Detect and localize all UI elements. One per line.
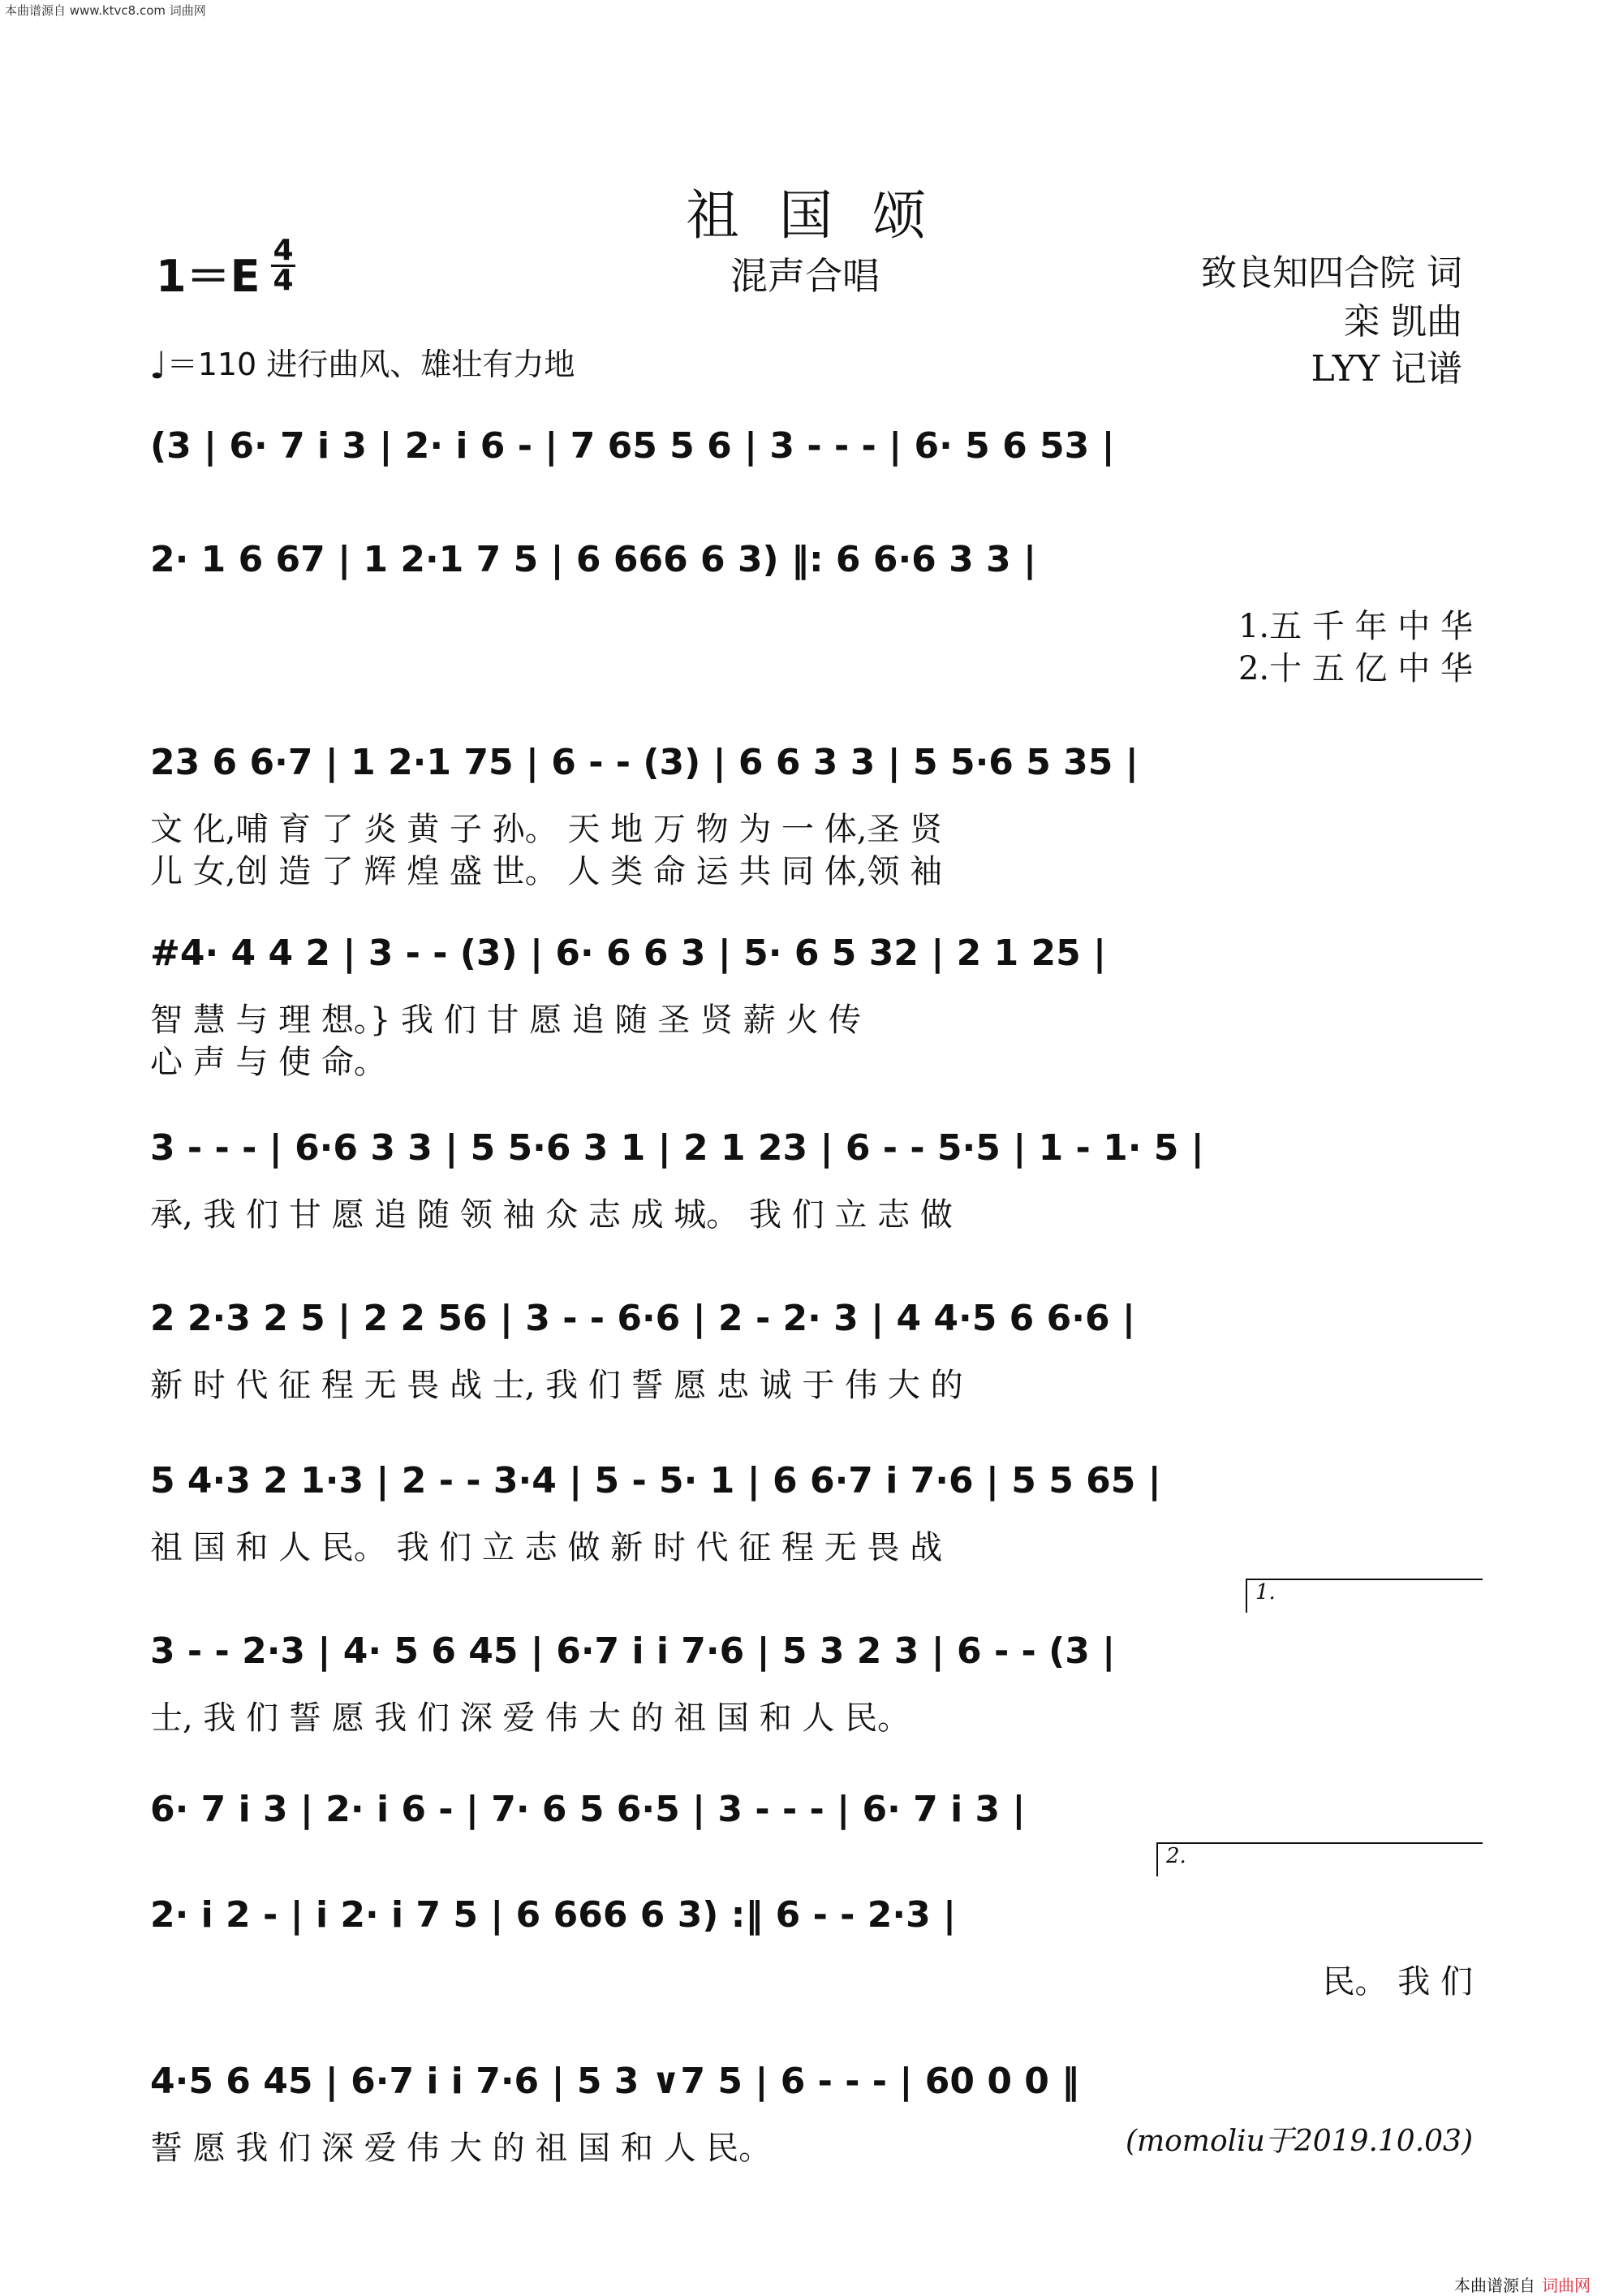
lyric-line: 1.五 千 年 中 华 — [1238, 608, 1473, 645]
transcriber-signature: (momoliu于2019.10.03) — [1125, 2125, 1473, 2158]
notation-line: (3 | 6· 7 i 3 | 2· i 6 - | 7 65 5 6 | 3 - - - | 6· 5 6 53 | — [150, 425, 1115, 467]
watermark-bottom — [1454, 2272, 1591, 2296]
watermark-top: 本曲谱源自 www.ktvc8.com 词曲网 — [5, 3, 206, 18]
notation-line: 3 - - 2·3 | 4· 5 6 45 | 6·7 i i 7·6 | 5 3 2 3 | 6 - - (3 | — [150, 1630, 1116, 1672]
score-row — [150, 1580, 1473, 1777]
tempo-marking — [149, 339, 575, 387]
lyric-line: 智 慧 与 理 想。} 我 们 甘 愿 追 随 圣 贤 薪 火 传 — [150, 1002, 862, 1039]
score-row — [150, 532, 1473, 686]
lyric-line: 民。 我 们 — [1322, 1963, 1473, 2001]
key-signature: 1＝E — [156, 251, 260, 302]
lyric-line: 士, 我 们 誓 愿 我 们 深 爱 伟 大 的 祖 国 和 人 民。 — [150, 1699, 911, 1737]
notation-line: 6· 7 i 3 | 2· i 6 - | 7· 6 5 6·5 | 3 - - - | 6· 7 i 3 | — [150, 1789, 1026, 1830]
lyric-line: 文 化,哺 育 了 炎 黄 子 孙。 天 地 万 物 为 一 体,圣 贤 — [150, 811, 943, 848]
time-signature-bottom: 4 — [273, 264, 294, 297]
composer-credit: 栾 凯曲 — [1344, 301, 1462, 342]
song-title: 祖 国 颂 — [686, 184, 937, 247]
time-signature — [268, 234, 299, 297]
lyric-line: 心 声 与 使 命。 — [150, 1044, 386, 1081]
lyric-line: 承, 我 们 甘 愿 追 随 领 袖 众 志 成 城。 我 们 立 志 做 — [150, 1196, 953, 1234]
lyric-line: 儿 女,创 造 了 辉 煌 盛 世。 人 类 命 运 共 同 体,领 袖 — [150, 853, 943, 890]
time-signature-top: 4 — [273, 234, 294, 267]
score-row — [150, 1844, 1473, 2041]
watermark-bottom-text: 本曲谱源自 — [1454, 2276, 1535, 2295]
quarter-note-icon: ♩ — [149, 343, 167, 387]
notation-line: 23 6 6·7 | 1 2·1 75 | 6 - - (3) | 6 6 3 3 | 5 5·6 5 35 | — [150, 742, 1139, 783]
notation-line: 2· i 2 - | i 2· i 7 5 | 6 666 6 3) :‖ 6 - - 2·3 | — [150, 1894, 957, 1936]
score-row — [150, 1120, 1473, 1274]
volta-bracket: 2. — [1156, 1842, 1483, 1876]
score-row — [150, 2053, 1473, 2208]
notation-line: 2· 1 6 67 | 1 2·1 7 5 | 6 666 6 3) ‖: 6 6·6 3 3 | — [150, 539, 1037, 580]
score-row — [150, 925, 1473, 1079]
transcriber-credit: LYY 记谱 — [1311, 348, 1462, 390]
notation-line: 2 2·3 2 5 | 2 2 56 | 3 - - 6·6 | 2 - 2· 3 | 4 4·5 6 6·6 | — [150, 1298, 1135, 1339]
score-row — [150, 1290, 1473, 1445]
watermark-bottom-brand: 词曲网 — [1542, 2276, 1591, 2295]
lyric-line: 誓 愿 我 们 深 爱 伟 大 的 祖 国 和 人 民。 — [150, 2130, 772, 2167]
lyricist-credit: 致良知四合院 词 — [1201, 252, 1462, 294]
notation-line: 3 - - - | 6·6 3 3 | 5 5·6 3 1 | 2 1 23 | 6 - - 5·5 | 1 - 1· 5 | — [150, 1127, 1204, 1169]
score-row — [150, 734, 1473, 889]
lyric-line: 新 时 代 征 程 无 畏 战 士, 我 们 誓 愿 忠 诚 于 伟 大 的 — [150, 1367, 963, 1404]
subtitle: 混声合唱 — [730, 254, 880, 298]
notation-line: #4· 4 4 2 | 3 - - (3) | 6· 6 6 3 | 5· 6 5 32 | 2 1 25 | — [150, 933, 1107, 974]
lyric-line: 2.十 五 亿 中 华 — [1238, 650, 1473, 687]
tempo-text: ＝110 进行曲风、雄壮有力地 — [166, 347, 575, 382]
notation-line: 5 4·3 2 1·3 | 2 - - 3·4 | 5 - 5· 1 | 6 6·7 i 7·6 | 5 5 65 | — [150, 1460, 1161, 1501]
lyric-line: 祖 国 和 人 民。 我 们 立 志 做 新 时 代 征 程 无 畏 战 — [150, 1529, 943, 1566]
volta-bracket: 1. — [1246, 1579, 1483, 1613]
notation-line: 4·5 6 45 | 6·7 i i 7·6 | 5 3 ∨7 5 | 6 - - - | 60 0 0 ‖ — [150, 2061, 1080, 2102]
